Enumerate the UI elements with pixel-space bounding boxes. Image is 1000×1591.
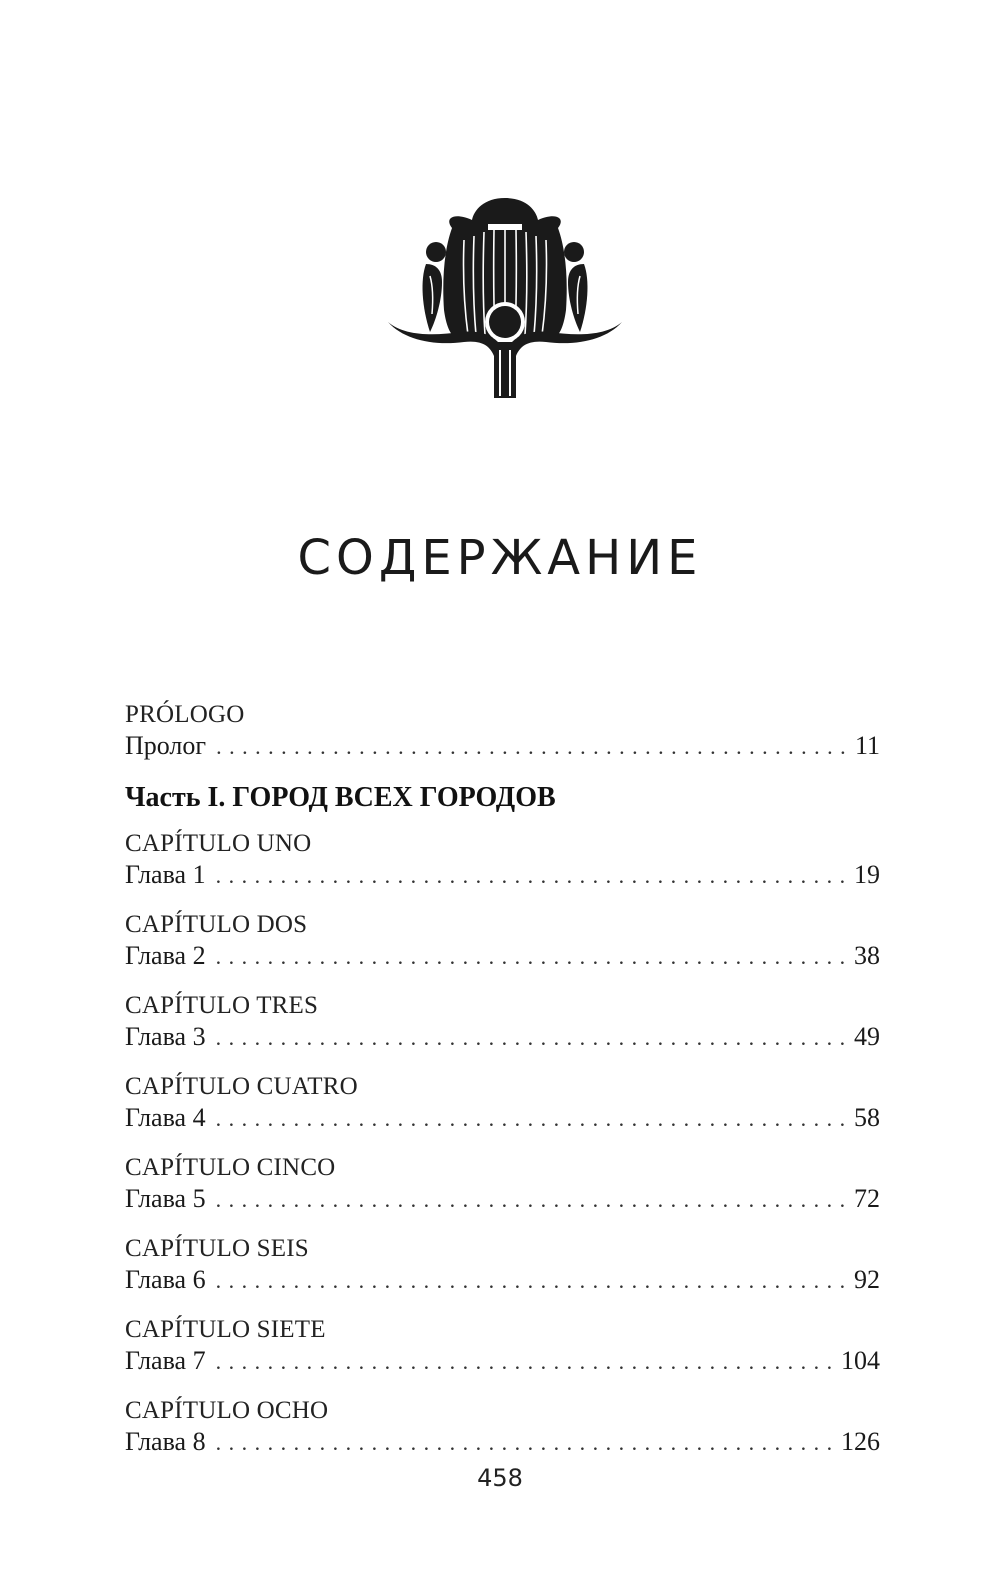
toc-entry-chapter-1[interactable]	[125, 829, 880, 892]
toc-entry-line	[125, 1102, 880, 1135]
dot-leader	[216, 1184, 846, 1216]
part-heading: Часть I. ГОРОД ВСЕХ ГОРОДОВ	[125, 782, 556, 813]
toc-entry-line	[125, 1264, 880, 1297]
toc-entry-heading: CAPÍTULO TRES	[125, 992, 319, 1019]
dot-leader	[216, 1265, 846, 1297]
toc-entry-heading: CAPÍTULO DOS	[125, 911, 308, 938]
page-number: 458	[477, 1464, 523, 1492]
dot-leader	[216, 1346, 833, 1378]
toc-page-number: 49	[854, 1022, 880, 1051]
toc-entry-prologue[interactable]	[125, 700, 880, 763]
toc-entry-title: Глава 4	[125, 1103, 206, 1132]
toc-entry-chapter-4[interactable]	[125, 1072, 880, 1135]
toc-entry-chapter-5[interactable]	[125, 1153, 880, 1216]
dot-leader	[216, 860, 846, 892]
toc-entry-title: Глава 7	[125, 1346, 206, 1375]
toc-entry-line	[125, 859, 880, 892]
toc-entry-line	[125, 940, 880, 973]
toc-page-number: 19	[854, 860, 880, 889]
toc-page-number: 92	[854, 1265, 880, 1294]
toc-page-number: 72	[854, 1184, 880, 1213]
toc-entry-heading: CAPÍTULO SIETE	[125, 1316, 326, 1343]
toc-entry-line	[125, 730, 880, 763]
toc-entry-chapter-8[interactable]	[125, 1396, 880, 1459]
toc-entry-heading: CAPÍTULO SEIS	[125, 1235, 309, 1262]
toc-page-number: 11	[854, 731, 880, 760]
table-of-contents	[125, 700, 880, 1477]
toc-page-number: 58	[854, 1103, 880, 1132]
toc-entry-line	[125, 1426, 880, 1459]
toc-entry-heading: CAPÍTULO CINCO	[125, 1154, 336, 1181]
dot-leader	[216, 1022, 846, 1054]
toc-entry-chapter-2[interactable]	[125, 910, 880, 973]
toc-entry-line	[125, 1183, 880, 1216]
toc-entry-line	[125, 1021, 880, 1054]
toc-entry-line	[125, 1345, 880, 1378]
toc-entry-heading: CAPÍTULO CUATRO	[125, 1073, 358, 1100]
toc-entry-chapter-6[interactable]	[125, 1234, 880, 1297]
dot-leader	[216, 1427, 833, 1459]
dot-leader	[216, 1103, 846, 1135]
toc-entry-title: Глава 8	[125, 1427, 206, 1456]
toc-entry-title: Глава 6	[125, 1265, 206, 1294]
toc-entry-title: Глава 3	[125, 1022, 206, 1051]
papyrus-lotus-ornament-icon	[384, 190, 626, 402]
toc-page-number: 104	[841, 1346, 880, 1375]
toc-entry-title: Глава 5	[125, 1184, 206, 1213]
toc-page-number: 126	[841, 1427, 880, 1456]
toc-entry-title: Глава 1	[125, 860, 206, 889]
toc-entry-heading: CAPÍTULO OCHO	[125, 1397, 329, 1424]
toc-entry-title: Глава 2	[125, 941, 206, 970]
dot-leader	[216, 941, 846, 973]
toc-entry-chapter-7[interactable]	[125, 1315, 880, 1378]
dot-leader	[216, 731, 847, 763]
page-title: СОДЕРЖАНИЕ	[297, 530, 703, 586]
toc-entry-heading: CAPÍTULO UNO	[125, 830, 312, 857]
toc-page-number: 38	[854, 941, 880, 970]
toc-entry-chapter-3[interactable]	[125, 991, 880, 1054]
toc-entry-heading: PRÓLOGO	[125, 701, 245, 728]
toc-entry-title: Пролог	[125, 731, 207, 760]
